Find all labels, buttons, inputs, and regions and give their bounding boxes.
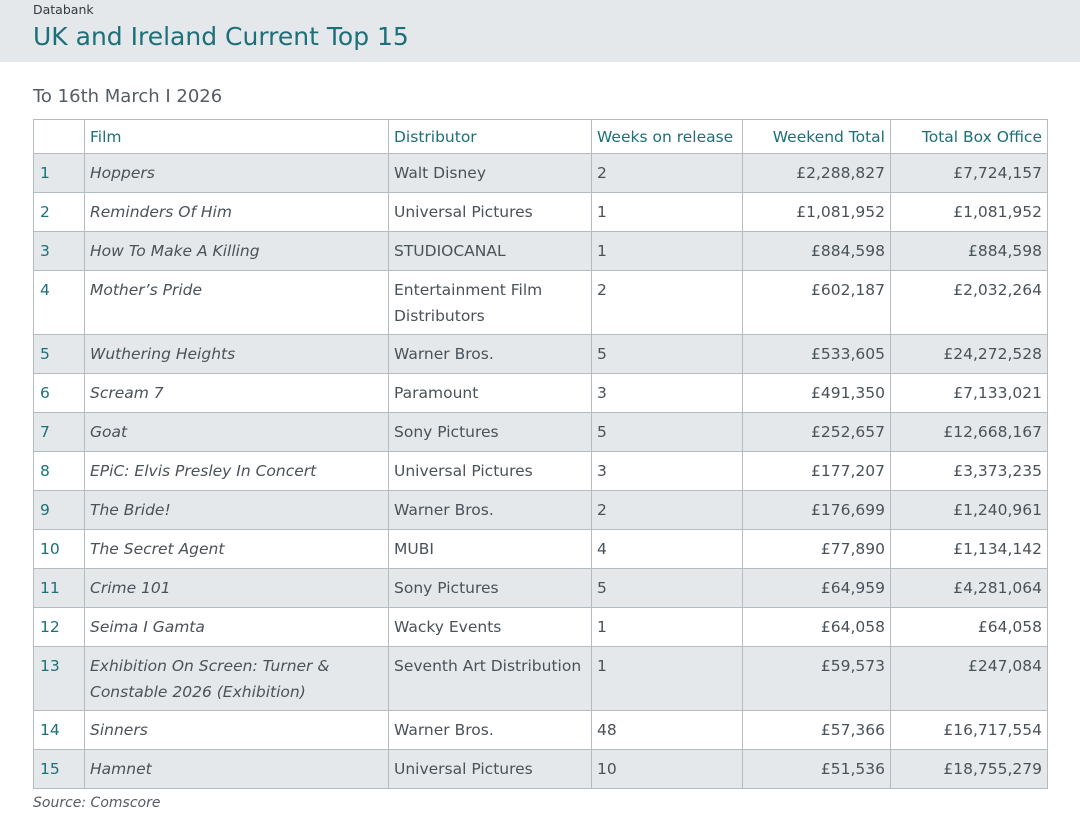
table-row	[34, 608, 1048, 647]
column-header-rank	[34, 120, 85, 154]
film-cell: Crime 101	[85, 569, 389, 608]
weekend-total-cell: £64,058	[743, 608, 891, 647]
weeks-cell: 1	[592, 232, 743, 271]
weekend-total-cell: £57,366	[743, 711, 891, 750]
table-row	[34, 750, 1048, 789]
film-cell: The Bride!	[85, 491, 389, 530]
source-note: Source: Comscore	[33, 795, 161, 811]
film-cell: Scream 7	[85, 374, 389, 413]
distributor-cell: MUBI	[389, 530, 592, 569]
weeks-cell: 3	[592, 452, 743, 491]
weeks-cell: 2	[592, 491, 743, 530]
weekend-total-cell: £2,288,827	[743, 154, 891, 193]
rank-cell: 2	[34, 193, 85, 232]
total-box-office-cell: £64,058	[891, 608, 1048, 647]
distributor-cell: Wacky Events	[389, 608, 592, 647]
rank-cell: 3	[34, 232, 85, 271]
film-cell: Hoppers	[85, 154, 389, 193]
film-cell: Seima I Gamta	[85, 608, 389, 647]
weeks-cell: 2	[592, 154, 743, 193]
section-kicker: Databank	[33, 2, 94, 17]
table-row	[34, 193, 1048, 232]
rank-cell: 9	[34, 491, 85, 530]
weekend-total-cell: £533,605	[743, 335, 891, 374]
film-cell: Sinners	[85, 711, 389, 750]
film-cell: Goat	[85, 413, 389, 452]
total-box-office-cell: £3,373,235	[891, 452, 1048, 491]
weekend-total-cell: £77,890	[743, 530, 891, 569]
weekend-total-cell: £51,536	[743, 750, 891, 789]
total-box-office-cell: £4,281,064	[891, 569, 1048, 608]
weekend-total-cell: £59,573	[743, 647, 891, 711]
distributor-cell: Walt Disney	[389, 154, 592, 193]
table-row	[34, 154, 1048, 193]
table-row	[34, 711, 1048, 750]
weeks-cell: 1	[592, 608, 743, 647]
distributor-cell: STUDIOCANAL	[389, 232, 592, 271]
rank-cell: 4	[34, 271, 85, 335]
weeks-cell: 5	[592, 335, 743, 374]
total-box-office-cell: £884,598	[891, 232, 1048, 271]
film-cell: Wuthering Heights	[85, 335, 389, 374]
film-cell: Exhibition On Screen: Turner & Constable 2026 (Exhibition)	[85, 647, 389, 711]
distributor-cell: Warner Bros.	[389, 711, 592, 750]
film-cell: The Secret Agent	[85, 530, 389, 569]
weeks-cell: 2	[592, 271, 743, 335]
weekend-total-cell: £491,350	[743, 374, 891, 413]
weekend-total-cell: £176,699	[743, 491, 891, 530]
total-box-office-cell: £12,668,167	[891, 413, 1048, 452]
rank-cell: 15	[34, 750, 85, 789]
film-cell: Hamnet	[85, 750, 389, 789]
weekend-total-cell: £602,187	[743, 271, 891, 335]
total-box-office-cell: £18,755,279	[891, 750, 1048, 789]
table-body	[34, 154, 1048, 789]
column-header-total-box-office: Total Box Office	[891, 120, 1048, 154]
rank-cell: 13	[34, 647, 85, 711]
table-row	[34, 530, 1048, 569]
film-cell: Reminders Of Him	[85, 193, 389, 232]
page-title: UK and Ireland Current Top 15	[33, 22, 409, 51]
distributor-cell: Warner Bros.	[389, 335, 592, 374]
table-row	[34, 271, 1048, 335]
weeks-cell: 4	[592, 530, 743, 569]
column-header-weekend-total: Weekend Total	[743, 120, 891, 154]
total-box-office-cell: £1,240,961	[891, 491, 1048, 530]
rank-cell: 6	[34, 374, 85, 413]
film-cell: EPiC: Elvis Presley In Concert	[85, 452, 389, 491]
column-header-distributor: Distributor	[389, 120, 592, 154]
weekend-total-cell: £1,081,952	[743, 193, 891, 232]
distributor-cell: Universal Pictures	[389, 750, 592, 789]
rank-cell: 10	[34, 530, 85, 569]
rank-cell: 12	[34, 608, 85, 647]
distributor-cell: Sony Pictures	[389, 569, 592, 608]
weekend-total-cell: £177,207	[743, 452, 891, 491]
column-header-weeks: Weeks on release	[592, 120, 743, 154]
total-box-office-cell: £247,084	[891, 647, 1048, 711]
column-header-film: Film	[85, 120, 389, 154]
table-row	[34, 647, 1048, 711]
weeks-cell: 10	[592, 750, 743, 789]
rank-cell: 14	[34, 711, 85, 750]
distributor-cell: Paramount	[389, 374, 592, 413]
box-office-table	[33, 119, 1048, 789]
total-box-office-cell: £1,134,142	[891, 530, 1048, 569]
rank-cell: 11	[34, 569, 85, 608]
table-row	[34, 335, 1048, 374]
distributor-cell: Entertainment Film Distributors	[389, 271, 592, 335]
weeks-cell: 1	[592, 193, 743, 232]
total-box-office-cell: £7,133,021	[891, 374, 1048, 413]
distributor-cell: Seventh Art Distribution	[389, 647, 592, 711]
weekend-total-cell: £884,598	[743, 232, 891, 271]
total-box-office-cell: £1,081,952	[891, 193, 1048, 232]
film-cell: Mother’s Pride	[85, 271, 389, 335]
film-cell: How To Make A Killing	[85, 232, 389, 271]
weekend-total-cell: £252,657	[743, 413, 891, 452]
total-box-office-cell: £7,724,157	[891, 154, 1048, 193]
table-row	[34, 413, 1048, 452]
weeks-cell: 5	[592, 569, 743, 608]
table-row	[34, 452, 1048, 491]
rank-cell: 7	[34, 413, 85, 452]
distributor-cell: Universal Pictures	[389, 452, 592, 491]
weekend-total-cell: £64,959	[743, 569, 891, 608]
weeks-cell: 1	[592, 647, 743, 711]
table-row	[34, 232, 1048, 271]
rank-cell: 1	[34, 154, 85, 193]
weeks-cell: 48	[592, 711, 743, 750]
total-box-office-cell: £16,717,554	[891, 711, 1048, 750]
distributor-cell: Warner Bros.	[389, 491, 592, 530]
total-box-office-cell: £24,272,528	[891, 335, 1048, 374]
page-subtitle: To 16th March I 2026	[33, 86, 223, 107]
table-header-row	[34, 120, 1048, 154]
distributor-cell: Sony Pictures	[389, 413, 592, 452]
distributor-cell: Universal Pictures	[389, 193, 592, 232]
weeks-cell: 5	[592, 413, 743, 452]
total-box-office-cell: £2,032,264	[891, 271, 1048, 335]
rank-cell: 5	[34, 335, 85, 374]
rank-cell: 8	[34, 452, 85, 491]
table-row	[34, 491, 1048, 530]
weeks-cell: 3	[592, 374, 743, 413]
table-row	[34, 569, 1048, 608]
table-row	[34, 374, 1048, 413]
